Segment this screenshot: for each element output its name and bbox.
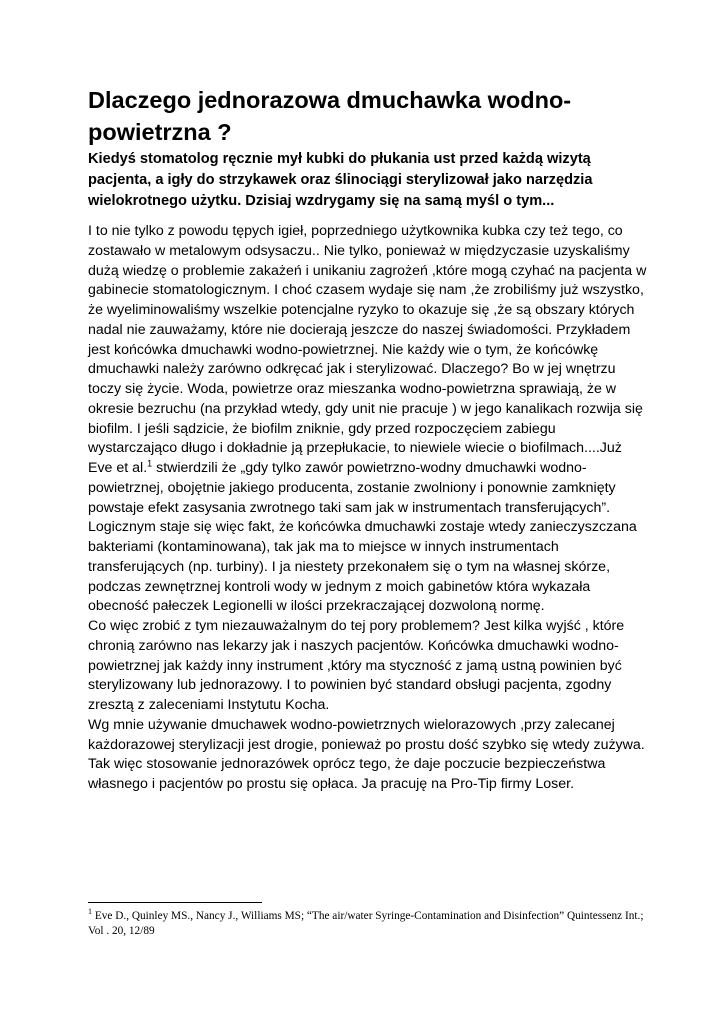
body-paragraph-1-text: I to nie tylko z powodu tępych igieł, poprzedniego użytkownika kubka czy też tego, co zostawało w metalowym odsysaczu.. Nie tylko, ponieważ w międzyczasie uzyskaliśmy dużą wiedzę o problemie zakażeń i unikaniu zagrożeń ,które mogą czyhać na pacjenta w gabinecie stomatologicznym. I choć czasem wydaje się nam ,że zrobiliśmy już wszystko, że wyeliminowaliśmy wszelkie potencjalne ryzyko to okazuje się ,że są obszary których nadal nie zauważamy, które nie docierają jeszcze do naszej świadomości. Przykładem jest końcówka dmuchawki wodno-powietrznej. Nie każdy wie o tym, że końcówkę dmuchawki należy zarówno odkręcać jak i sterylizować. Dlaczego? Bo w jej wnętrzu toczy się życie. Woda, powietrze oraz mieszanka wodno-powietrzna sprawiają, że w okresie bezruchu (na przykład wtedy, gdy unit nie pracuje ) w jego kanalikach rozwija się biofilm. I jeśli sądzicie, że biofilm zniknie, gdy przed rozpoczęciem zabiegu wystarczająco długo i dokładnie ją przepłukacie, to niewiele wiecie o biofilmach....Już Eve et al. bbox=[88, 223, 647, 476]
article-body bbox=[88, 222, 648, 795]
footnote-mark: 1 bbox=[88, 907, 92, 917]
body-paragraph-3: Wg mnie używanie dmuchawek wodno-powietrznych wielorazowych ,przy zalecanej każdorazowej sterylizacji jest drogie, ponieważ po prostu dość szybko się wtedy zużywa. bbox=[88, 716, 645, 753]
body-paragraph-1 bbox=[88, 222, 648, 617]
document-title: Dlaczego jednorazowa dmuchawka wodno-powietrzna ? bbox=[88, 87, 572, 145]
lead-paragraph: Kiedyś stomatolog ręcznie mył kubki do płukania ust przed każdą wizytą pacjenta, a igły do strzykawek oraz ślinociągi sterylizował jako narzędzia wielokrotnego użytku. Dzisiaj wzdrygamy się na samą myśl o tym... bbox=[88, 151, 593, 209]
body-paragraph-2: Co więc zrobić z tym niezauważalnym do tej pory problemem? Jest kilka wyjść , które chronią zarówno nas lekarzy jak i naszych pacjentów. Końcówka dmuchawki wodno-powietrznej jak każdy inny instrument ,który ma styczność z jamą ustną powinien być sterylizowany lub jednorazowy. I to powinien być standard obsługi pacjenta, zgodny zresztą z zaleceniami Instytutu Kocha. bbox=[88, 618, 625, 713]
footnote-reference: 1 bbox=[147, 458, 153, 469]
body-paragraph-1-text-continued: stwierdzili że „gdy tylko zawór powietrzno-wodny dmuchawki wodno-powietrznej, obojętnie jakiego producenta, zostanie zwolniony i ponownie zamknięty powstaje efekt zasysania zwrotnego taki sam jak w instrumentach transferujących”. Logicznym staje się więc fakt, że końcówka dmuchawki zostaje wtedy zanieczyszczana bakteriami (kontaminowana), tak jak ma to miejsce w innych instrumentach transferujących (np. turbiny). I ja niestety przekonałem się o tym na własnej skórze, podczas zewnętrznej kontroli wody w jednym z moich gabinetów która wykazała obecność pałeczek Legionelli w ilości przekraczającej dozwoloną normę. bbox=[88, 460, 637, 615]
footnote-divider bbox=[88, 902, 262, 903]
body-paragraph-4: Tak więc stosowanie jednorazówek oprócz tego, że daje poczucie bezpieczeństwa własnego i pacjentów po prostu się opłaca. Ja pracuję na Pro-Tip firmy Loser. bbox=[88, 756, 606, 792]
footnote bbox=[88, 909, 648, 939]
footnote-text: Eve D., Quinley MS., Nancy J., Williams MS; “The air/water Syringe-Contamination and Disinfection” Quintessenz Int.; Vol . 20, 12/89 bbox=[88, 910, 644, 937]
